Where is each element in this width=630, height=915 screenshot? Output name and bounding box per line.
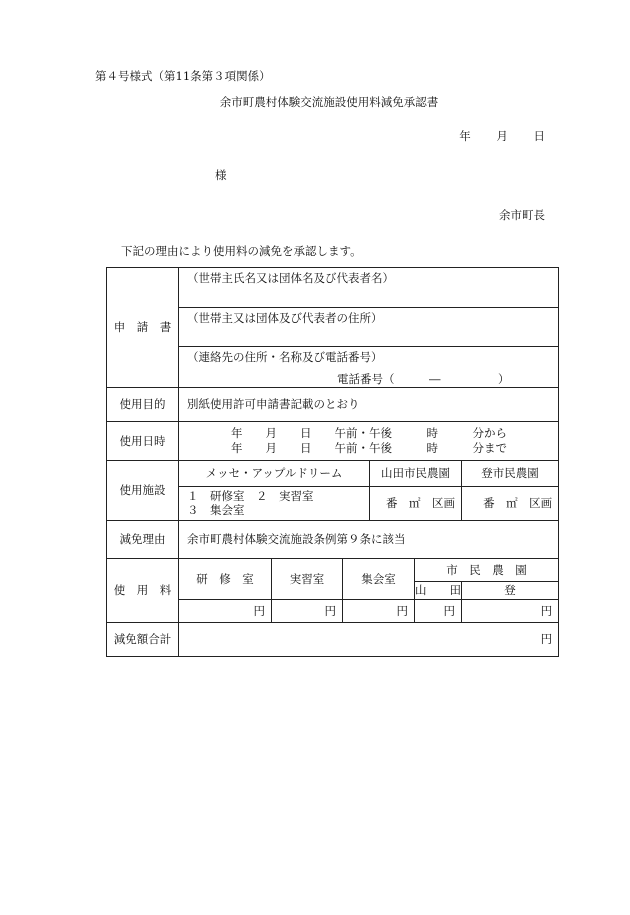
addressee: 様	[215, 168, 227, 182]
intro-text: 下記の理由により使用料の減免を承認します。	[121, 244, 362, 258]
facility-rooms[interactable]	[179, 486, 370, 520]
date-day: 日	[533, 129, 545, 143]
document-title: 余市町農村体験交流施設使用料減免承認書	[219, 95, 439, 109]
facility-label: 使用施設	[107, 460, 179, 520]
total-amount[interactable]: 円	[179, 622, 559, 656]
fee-yamada-header: 山 田	[415, 581, 462, 599]
fee-training-header: 研 修 室	[179, 558, 272, 599]
facility-nobori-header: 登市民農園	[462, 460, 559, 486]
applicant-contact-field[interactable]	[179, 347, 559, 388]
period-from: 年 月 日 午前・午後 時 分から	[231, 426, 507, 441]
applicant-name-field[interactable]	[179, 268, 559, 308]
facility-yamada-header: 山田市民農園	[370, 460, 462, 486]
total-label: 減免額合計	[107, 622, 179, 656]
rooms-line-2: ３ 集会室	[187, 503, 245, 518]
period-field[interactable]	[179, 421, 559, 460]
phone-line: 電話番号（ ― ）	[337, 372, 510, 387]
issuer: 余市町長	[499, 208, 545, 222]
applicant-label: 申 請 書	[107, 268, 179, 388]
period-to: 年 月 日 午前・午後 時 分まで	[231, 440, 507, 455]
facility-yamada-plot[interactable]: 番 ㎡ 区画	[370, 486, 462, 520]
applicant-address-field[interactable]	[179, 308, 559, 347]
reason-label: 減免理由	[107, 520, 179, 558]
fee-practice-amount[interactable]: 円	[272, 599, 343, 622]
fee-farm-header: 市 民 農 園	[415, 558, 559, 581]
form-number: 第４号様式（第11条第３項関係）	[95, 69, 271, 83]
fee-assembly-amount[interactable]: 円	[343, 599, 415, 622]
fee-yamada-amount[interactable]: 円	[415, 599, 462, 622]
facility-messe-header: メッセ・アップルドリーム	[179, 460, 370, 486]
purpose-value: 別紙使用許可申請書記載のとおり	[179, 387, 559, 421]
date-month: 月	[496, 129, 508, 143]
fee-assembly-header: 集会室	[343, 558, 415, 599]
fee-practice-header: 実習室	[272, 558, 343, 599]
approval-form-table	[106, 267, 559, 657]
fee-training-amount[interactable]: 円	[179, 599, 272, 622]
facility-nobori-plot[interactable]: 番 ㎡ 区画	[462, 486, 559, 520]
purpose-label: 使用目的	[107, 387, 179, 421]
reason-value: 余市町農村体験交流施設条例第９条に該当	[179, 520, 559, 558]
fee-label: 使 用 料	[107, 558, 179, 622]
period-label: 使用日時	[107, 421, 179, 460]
date-year: 年	[459, 129, 471, 143]
contact-caption: （連絡先の住所・名称及び電話番号）	[187, 350, 383, 364]
issue-date	[441, 131, 545, 143]
name-caption: （世帯主氏名又は団体名及び代表者名）	[187, 271, 394, 285]
fee-nobori-amount[interactable]: 円	[462, 599, 559, 622]
rooms-line-1: １ 研修室 ２ 実習室	[187, 488, 314, 503]
address-caption: （世帯主又は団体及び代表者の住所）	[187, 311, 383, 325]
fee-nobori-header: 登	[462, 581, 559, 599]
